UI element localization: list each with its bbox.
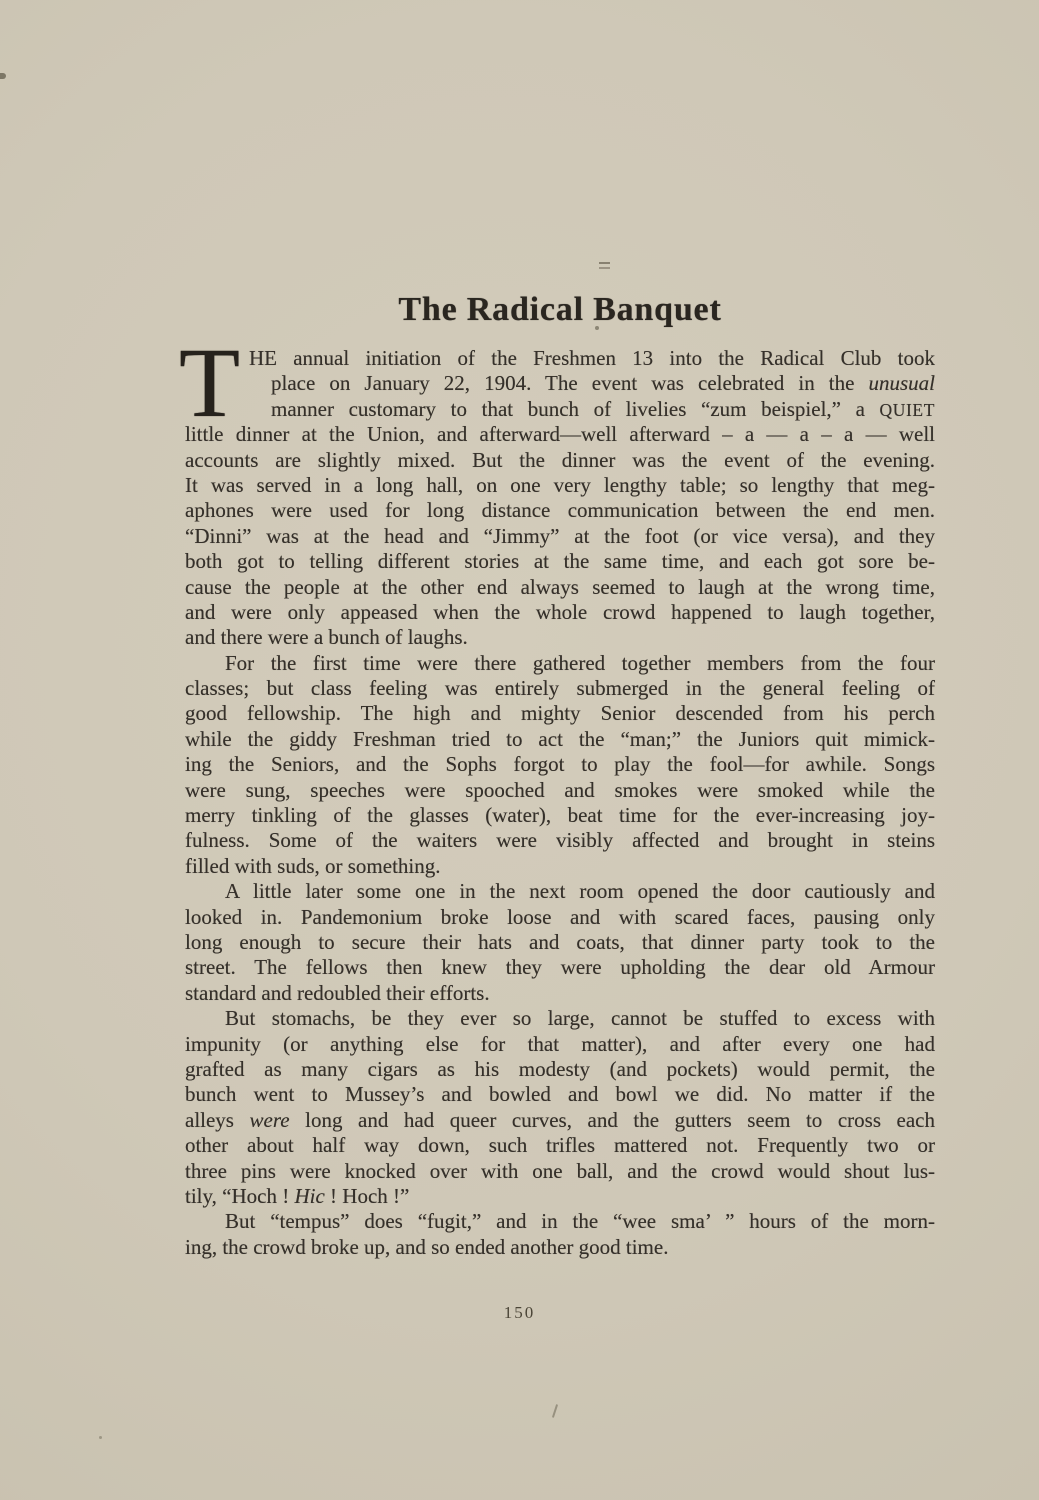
text-line — [185, 1235, 935, 1260]
text-line — [185, 955, 935, 980]
text-line — [185, 905, 935, 930]
text-run: street. The fellows then knew they were upholding the dear old Armour — [185, 955, 935, 980]
text-run: ing the Seniors, and the Sophs forgot to play the fool—for awhile. Songs — [185, 752, 935, 777]
text-run: But “tempus” does “fugit,” and in the “wee sma’ ” hours of the morn- — [225, 1209, 935, 1234]
text-line — [185, 422, 935, 447]
text-run: grafted as many cigars as his modesty (and pockets) would permit, the — [185, 1056, 935, 1081]
scan-speck — [599, 262, 610, 269]
text-line — [185, 1108, 935, 1133]
text-run: But stomachs, be they ever so large, cannot be stuffed to excess with — [225, 1006, 935, 1031]
text-line — [185, 676, 935, 701]
text-line — [185, 1057, 935, 1082]
text-line — [185, 600, 935, 625]
paragraph — [185, 346, 935, 651]
text-line — [185, 346, 935, 371]
text-run: cause the people at the other end always seemed to laugh at the wrong time, — [185, 574, 935, 599]
text-run: A little later some one in the next room opened the door cautiously and — [225, 879, 935, 904]
text-run: place on January 22, 1904. The event was celebrated in the — [271, 371, 869, 396]
text-line — [185, 981, 935, 1006]
text-line — [185, 1082, 935, 1107]
text-line — [185, 701, 935, 726]
text-line — [185, 879, 935, 904]
text-run: accounts are slightly mixed. But the dinner was the event of the evening. — [185, 447, 935, 472]
text-run: bunch went to Mussey’s and bowled and bowl we did. No matter if the — [185, 1082, 935, 1107]
text-run: impunity (or anything else for that matter), and after every one had — [185, 1031, 935, 1056]
text-line — [185, 1032, 935, 1057]
text-line — [185, 1006, 935, 1031]
text-line — [185, 828, 935, 853]
text-run: long and had queer curves, and the gutters seem to cross each — [289, 1107, 936, 1132]
paragraph — [185, 1209, 935, 1260]
text-run: QUIET — [879, 399, 935, 420]
text-run: were — [249, 1107, 290, 1132]
text-run: For the first time were there gathered together members from the four — [225, 650, 935, 675]
text-run: and there were a bunch of laughs. — [185, 625, 468, 650]
text-line — [185, 854, 935, 879]
text-run: tily, “Hoch ! — [185, 1183, 295, 1208]
text-line — [185, 575, 935, 600]
text-run: while the giddy Freshman tried to act the “man;” the Juniors quit mimick- — [185, 726, 935, 751]
drop-cap-letter: T — [179, 327, 241, 438]
page-title: The Radical Banquet — [398, 290, 722, 328]
text-run: ing, the crowd broke up, and so ended another good time. — [185, 1234, 669, 1259]
paragraph — [185, 879, 935, 1006]
scan-speck — [0, 73, 6, 79]
text-run: and were only appeased when the whole crowd happened to laugh together, — [185, 599, 935, 624]
text-line — [185, 448, 935, 473]
text-run: HE annual initiation of the Freshmen 13 into the Radical Club took — [249, 346, 935, 370]
text-run: aphones were used for long distance communication between the end men. — [185, 498, 935, 523]
page-number: 150 — [503, 1303, 536, 1322]
text-run: alleys — [185, 1107, 250, 1132]
text-line — [185, 1133, 935, 1158]
text-line — [185, 1184, 935, 1209]
text-run: It was served in a long hall, on one very lengthy table; so lengthy that meg- — [185, 472, 935, 497]
text-run: unusual — [868, 371, 935, 396]
text-line — [185, 803, 935, 828]
paragraph — [185, 651, 935, 880]
paragraph — [185, 1006, 935, 1209]
text-run: were sung, speeches were spooched and smokes were smoked while the — [185, 777, 935, 802]
text-line — [185, 930, 935, 955]
text-run: classes; but class feeling was entirely submerged in the general feeling of — [185, 676, 935, 701]
scan-speck — [552, 1404, 558, 1418]
text-line — [185, 1209, 935, 1234]
text-line — [185, 473, 935, 498]
text-line — [185, 524, 935, 549]
text-run: fulness. Some of the waiters were visibly affected and brought in steins — [185, 828, 935, 853]
text-run: ! Hoch !” — [324, 1183, 410, 1208]
text-line — [185, 778, 935, 803]
text-line — [185, 625, 935, 650]
article-body — [179, 327, 936, 1260]
text-line — [185, 752, 935, 777]
text-run: looked in. Pandemonium broke loose and with scared faces, pausing only — [185, 904, 935, 929]
text-run: filled with suds, or something. — [185, 853, 441, 878]
text-line — [185, 1159, 935, 1184]
text-run: merry tinkling of the glasses (water), beat time for the ever-increasing joy- — [185, 803, 935, 828]
text-run: manner customary to that bunch of livelies “zum beispiel,” a — [271, 396, 880, 421]
text-run: Hic — [294, 1183, 325, 1208]
text-run: other about half way down, such trifles mattered not. Frequently two or — [185, 1133, 935, 1158]
text-line — [185, 371, 935, 396]
text-run: three pins were knocked over with one ball, and the crowd would shout lus- — [185, 1158, 935, 1183]
text-run: “Dinni” was at the head and “Jimmy” at the foot (or vice versa), and they — [185, 523, 935, 548]
text-line — [185, 549, 935, 574]
text-run: long enough to secure their hats and coats, that dinner party took to the — [185, 929, 935, 954]
text-line — [185, 651, 935, 676]
text-line — [185, 498, 935, 523]
text-line — [185, 397, 935, 422]
text-line — [185, 727, 935, 752]
text-run: good fellowship. The high and mighty Senior descended from his perch — [185, 701, 935, 726]
text-run: both got to telling different stories at the same time, and each got sore be- — [185, 549, 935, 574]
text-run: standard and redoubled their efforts. — [185, 980, 490, 1005]
scan-speck — [99, 1436, 102, 1439]
text-run: little dinner at the Union, and afterward—well afterward – a — a – a — well — [185, 422, 935, 447]
